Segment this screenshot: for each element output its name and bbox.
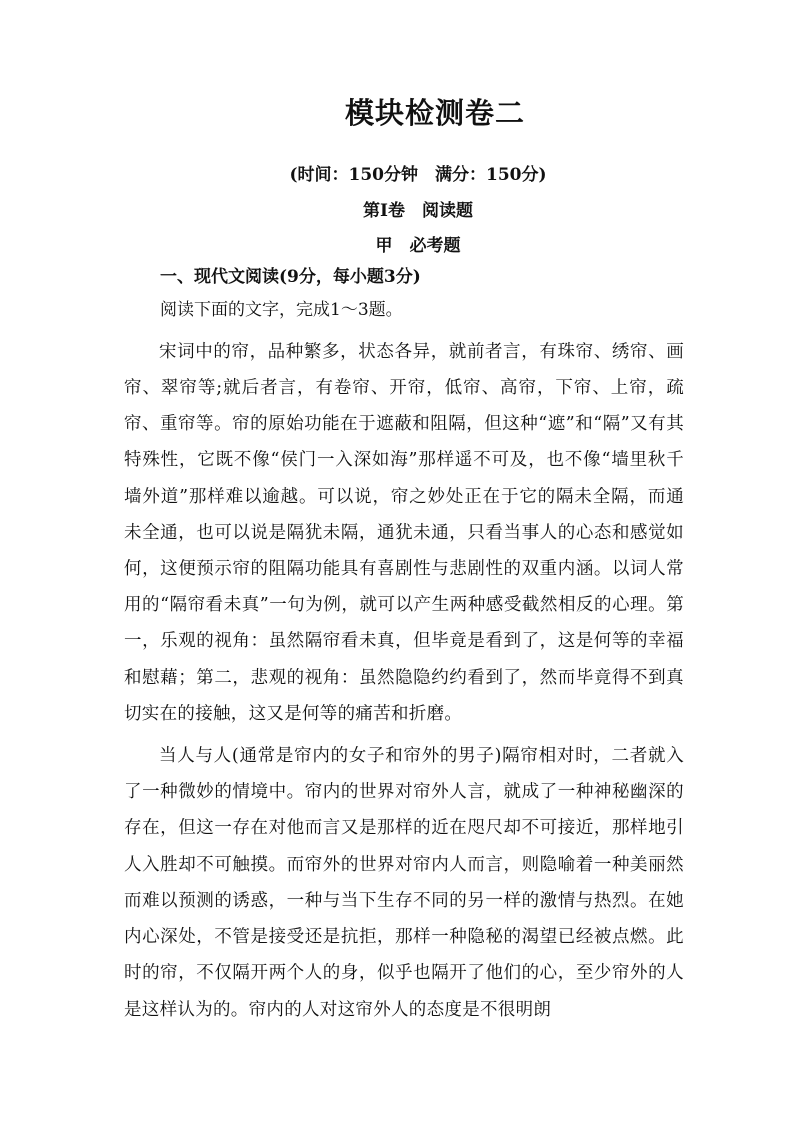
- question-group-heading: 一、现代文阅读(9分，每小题3分): [160, 266, 421, 287]
- section-title: 甲 必考题: [375, 235, 461, 256]
- exam-time-score: (时间：150分钟 满分：150分): [289, 164, 547, 185]
- part-title: 第Ⅰ卷 阅读题: [363, 201, 473, 222]
- passage-paragraph-1: 宋词中的帘，品种繁多，状态各异，就前者言，有珠帘、绣帘、画帘、翠帘等;就后者言，有卷帘、开帘，低帘、高帘，下帘、上帘，疏帘、重帘等。帘的原始功能在于遮蔽和阻隔，但这种“遮”和“隔”又有其特殊性，它既不像“侯门一入深如海”那样遥不可及，也不像“墙里秋千墙外道”那样难以逾越。可以说，帘之妙处正在于它的隔未全隔，而通未全通，也可以说是隔犹未隔，通犹未通，只看当事人的心态和感觉如何，这便预示帘的阻隔功能具有喜剧性与悲剧性的双重内涵。以词人常用的“隔帘看未真”一句为例，就可以产生两种感受截然相反的心理。第一，乐观的视角：虽然隔帘看未真，但毕竟是看到了，这是何等的幸福和慰藉；第二，悲观的视角：虽然隐隐约约看到了，然而毕竟得不到真切实在的接触，这又是何等的痛苦和折磨。: [124, 341, 684, 724]
- reading-instruction: 阅读下面的文字，完成1～3题。: [160, 299, 403, 320]
- page-title: 模块检测卷二: [344, 96, 525, 130]
- passage-paragraph-2: 当人与人(通常是帘内的女子和帘外的男子)隔帘相对时，二者就入了一种微妙的情境中。帘内的世界对帘外人言，就成了一种神秘幽深的存在，但这一存在对他而言又是那样的近在咫尺却不可接近，那样地引人入胜却不可触摸。而帘外的世界对帘内人而言，则隐喻着一种美丽然而难以预测的诱惑，一种与当下生存不同的另一样的激情与热烈。在她内心深处，不管是接受还是抗拒，那样一种隐秘的渴望已经被点燃。此时的帘，不仅隔开两个人的身，似乎也隔开了他们的心，至少帘外的人是这样认为的。帘内的人对这帘外人的态度是不很明朗: [124, 746, 684, 1020]
- exam-page: [124, 96, 684, 1034]
